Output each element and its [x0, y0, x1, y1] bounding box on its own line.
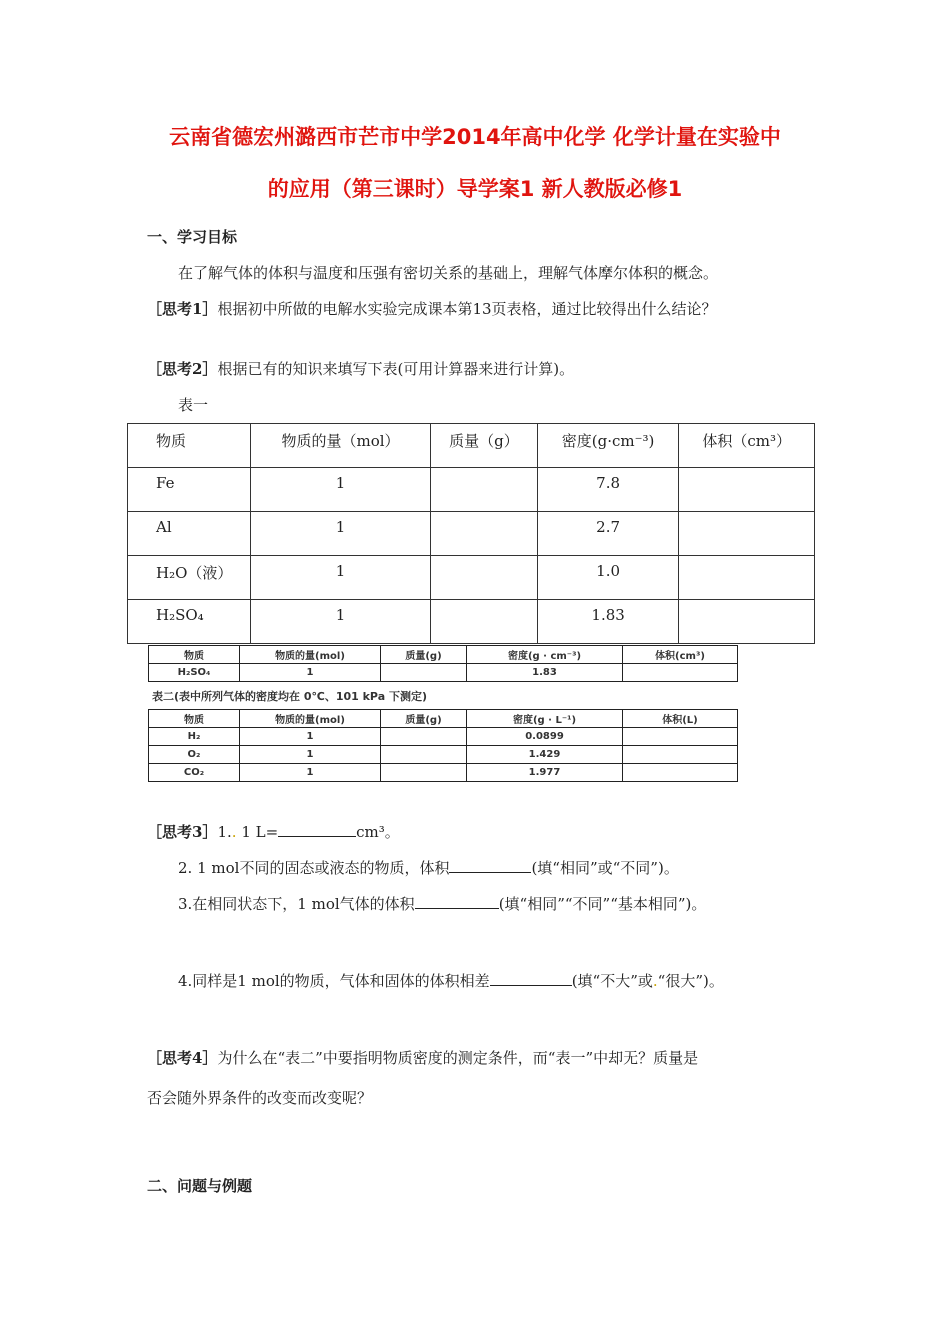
table-cell: O₂ — [149, 746, 240, 764]
think2-paragraph — [147, 358, 574, 379]
think3-tag: ［思考3］ — [147, 823, 218, 841]
table-row — [128, 512, 815, 556]
table-cell — [623, 664, 738, 682]
table-cell-blank[interactable] — [431, 556, 538, 600]
table-row — [128, 468, 815, 512]
think2-text: 根据已有的知识来填写下表(可用计算器来进行计算)。 — [217, 360, 575, 378]
table1 — [127, 423, 815, 644]
table-cell-blank[interactable] — [679, 468, 815, 512]
think3-q4-dot: . — [652, 972, 658, 990]
table-image-a-header: 密度(g · cm⁻³) — [467, 646, 623, 664]
think1-paragraph — [147, 298, 717, 319]
think3-q4 — [178, 970, 724, 991]
section-heading-objectives: 一、学习目标 — [147, 228, 238, 246]
table-cell — [623, 764, 738, 782]
table-cell — [381, 764, 467, 782]
table-cell-blank[interactable] — [679, 556, 815, 600]
think3-q3 — [178, 893, 706, 914]
table-cell-blank[interactable] — [431, 468, 538, 512]
table1-header: 物质的量（mol） — [251, 424, 431, 468]
table-cell: H₂SO₄ — [128, 600, 251, 644]
think4-line2: 否会随外界条件的改变而改变呢？ — [147, 1089, 373, 1107]
table-row — [149, 728, 738, 746]
think1-text: 根据初中所做的电解水实验完成课本第13页表格，通过比较得出什么结论？ — [217, 300, 717, 318]
table-row — [149, 664, 738, 682]
think3-q1 — [147, 821, 400, 842]
think3-q2-prefix: 2. 1 mol不同的固态或液态的物质，体积 — [178, 859, 450, 877]
table-cell: 1 — [251, 600, 431, 644]
think1-tag: ［思考1］ — [147, 300, 218, 318]
doc-title-line2: 的应用（第三课时）导学案1 新人教版必修1 — [267, 177, 683, 201]
table-cell: H₂O（液） — [128, 556, 251, 600]
think3-q1-prefix: 1. — [217, 823, 232, 841]
table-image-a — [148, 645, 738, 682]
table-cell: Fe — [128, 468, 251, 512]
think3-q4-suffix-b: “很大”)。 — [657, 972, 724, 990]
think4-tag: ［思考4］ — [147, 1049, 218, 1067]
table-cell-blank[interactable] — [679, 512, 815, 556]
table-cell: 1 — [251, 512, 431, 556]
table-row — [149, 746, 738, 764]
think2-tag: ［思考2］ — [147, 360, 218, 378]
table-cell: 1 — [240, 764, 381, 782]
table-row — [128, 556, 815, 600]
table2-header: 质量(g) — [381, 710, 467, 728]
answer-blank[interactable] — [415, 894, 499, 909]
answer-blank[interactable] — [278, 822, 356, 837]
table-cell-blank[interactable] — [431, 600, 538, 644]
table-cell: H₂SO₄ — [149, 664, 240, 682]
think3-q4-prefix: 4.同样是1 mol的物质，气体和固体的体积相差 — [178, 972, 490, 990]
table2-header: 物质的量(mol) — [240, 710, 381, 728]
table-cell: 1 — [240, 728, 381, 746]
table-cell: 1.83 — [537, 600, 679, 644]
table-cell — [381, 728, 467, 746]
table-cell — [623, 728, 738, 746]
table-cell: 1 — [251, 556, 431, 600]
think3-q3-prefix: 3.在相同状态下，1 mol气体的体积 — [178, 895, 415, 913]
doc-title-line1: 云南省德宏州潞西市芒市中学2014年高中化学 化学计量在实验中 — [169, 125, 781, 149]
table-cell: 1 — [240, 664, 381, 682]
table-row — [149, 764, 738, 782]
table2-caption: 表二(表中所列气体的密度均在 0℃、101 kPa 下测定) — [152, 690, 427, 703]
table-cell: 1 — [251, 468, 431, 512]
think3-q4-suffix-a: (填“不大”或 — [571, 972, 653, 990]
think3-q3-suffix: (填“相同”“不同”“基本相同”)。 — [498, 895, 707, 913]
objective-text: 在了解气体的体积与温度和压强有密切关系的基础上，理解气体摩尔体积的概念。 — [178, 264, 719, 282]
table2 — [148, 709, 738, 782]
table-cell-blank[interactable] — [679, 600, 815, 644]
table-cell: 1.429 — [467, 746, 623, 764]
table-cell: 7.8 — [537, 468, 679, 512]
table-cell-blank[interactable] — [431, 512, 538, 556]
table-cell: H₂ — [149, 728, 240, 746]
table-image-a-header-row — [149, 646, 738, 664]
table1-caption: 表一 — [178, 396, 209, 414]
table-cell: 1 — [240, 746, 381, 764]
think3-q1-text: 1 L= — [241, 823, 279, 841]
table1-header-row — [128, 424, 815, 468]
section-heading-problems: 二、问题与例题 — [147, 1177, 253, 1195]
table-cell — [623, 746, 738, 764]
table-image-a-header: 物质的量(mol) — [240, 646, 381, 664]
table1-header: 密度(g·cm⁻³) — [537, 424, 679, 468]
table1-header: 体积（cm³） — [679, 424, 815, 468]
table-cell — [381, 746, 467, 764]
table-cell: 0.0899 — [467, 728, 623, 746]
table2-header-row — [149, 710, 738, 728]
think3-q1-unit: cm³。 — [356, 823, 400, 841]
think3-q2-suffix: (填“相同”或“不同”)。 — [531, 859, 679, 877]
table-cell: 1.0 — [537, 556, 679, 600]
think4-text1: 为什么在“表二”中要指明物质密度的测定条件，而“表一”中却无？质量是 — [217, 1049, 699, 1067]
think4-line1 — [147, 1047, 698, 1068]
table-cell: Al — [128, 512, 251, 556]
think3-q2 — [178, 857, 679, 878]
table-image-a-header: 物质 — [149, 646, 240, 664]
table-cell: CO₂ — [149, 764, 240, 782]
table-cell: 1.83 — [467, 664, 623, 682]
table-row — [128, 600, 815, 644]
table-image-a-header: 质量(g) — [381, 646, 467, 664]
table2-header: 体积(L) — [623, 710, 738, 728]
answer-blank[interactable] — [490, 971, 572, 986]
table-cell: 1.977 — [467, 764, 623, 782]
table2-header: 密度(g · L⁻¹) — [467, 710, 623, 728]
table1-header: 物质 — [128, 424, 251, 468]
table1-header: 质量（g） — [431, 424, 538, 468]
table-cell — [381, 664, 467, 682]
think3-q1-dot: . — [231, 823, 237, 841]
table-cell: 2.7 — [537, 512, 679, 556]
table-image-a-header: 体积(cm³) — [623, 646, 738, 664]
answer-blank[interactable] — [449, 858, 531, 873]
table2-header: 物质 — [149, 710, 240, 728]
